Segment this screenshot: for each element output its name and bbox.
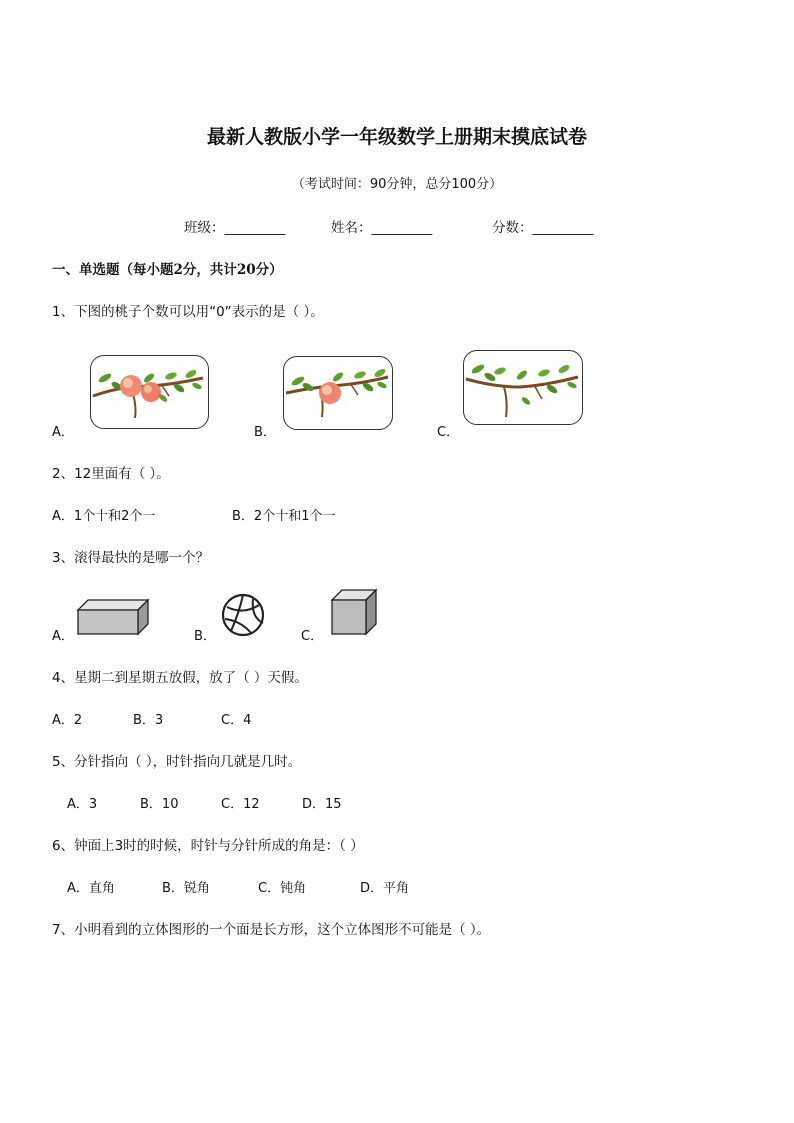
q6-option-a[interactable]: A．直角 xyxy=(67,881,115,896)
page-title: 最新人教版小学一年级数学上册期末摸底试卷 xyxy=(206,126,587,148)
cube-block-icon xyxy=(330,588,378,636)
volleyball-icon xyxy=(221,593,265,637)
q4-option-c[interactable]: C．4 xyxy=(221,713,252,728)
q2-option-a[interactable]: A．1个十和2个一 xyxy=(52,509,156,524)
q5-option-d[interactable]: D．15 xyxy=(302,797,342,812)
q1-option-a[interactable]: A． xyxy=(52,425,74,440)
q1-option-c[interactable]: C． xyxy=(437,425,460,440)
cuboid-block-icon xyxy=(76,598,150,638)
q5-option-c[interactable]: C．12 xyxy=(221,797,260,812)
question-3: 3、滚得最快的是哪一个？ xyxy=(52,550,210,566)
question-2: 2、12里面有（ ）。 xyxy=(52,466,170,482)
q6-option-d[interactable]: D．平角 xyxy=(360,881,410,896)
q3-option-b[interactable]: B． xyxy=(194,629,216,644)
question-5: 5、分针指向（ ），时针指向几就是几时。 xyxy=(52,754,302,770)
class-field[interactable]: 班级：_________ xyxy=(184,220,286,236)
q5-option-a[interactable]: A．3 xyxy=(67,797,98,812)
q3-option-a[interactable]: A． xyxy=(52,629,74,644)
name-field[interactable]: 姓名：_________ xyxy=(331,220,433,236)
q2-option-b[interactable]: B．2个十和1个一 xyxy=(232,509,336,524)
peach-branch-one-peach-icon xyxy=(283,356,393,430)
q3-option-c[interactable]: C． xyxy=(301,629,324,644)
section-heading: 一、单选题（每小题2分，共计20分） xyxy=(52,262,283,278)
q6-option-c[interactable]: C．钝角 xyxy=(258,881,307,896)
q4-option-b[interactable]: B．3 xyxy=(133,713,164,728)
question-6: 6、钟面上3时的时候，时针与分针所成的角是：（ ） xyxy=(52,838,364,854)
question-4: 4、星期二到星期五放假，放了（ ）天假。 xyxy=(52,670,308,686)
exam-subtitle: （考试时间：90分钟，总分100分） xyxy=(291,177,503,192)
question-1: 1、下图的桃子个数可以用“0”表示的是（ ）。 xyxy=(52,304,324,320)
q6-option-b[interactable]: B．锐角 xyxy=(162,881,210,896)
q1-option-b[interactable]: B． xyxy=(254,425,276,440)
branch-no-peach-icon xyxy=(463,350,583,425)
q5-option-b[interactable]: B．10 xyxy=(140,797,179,812)
question-7: 7、小明看到的立体图形的一个面是长方形，这个立体图形不可能是（ ）。 xyxy=(52,922,491,938)
score-field[interactable]: 分数：_________ xyxy=(492,220,594,236)
peach-branch-two-peaches-icon xyxy=(90,355,209,429)
q4-option-a[interactable]: A．2 xyxy=(52,713,83,728)
